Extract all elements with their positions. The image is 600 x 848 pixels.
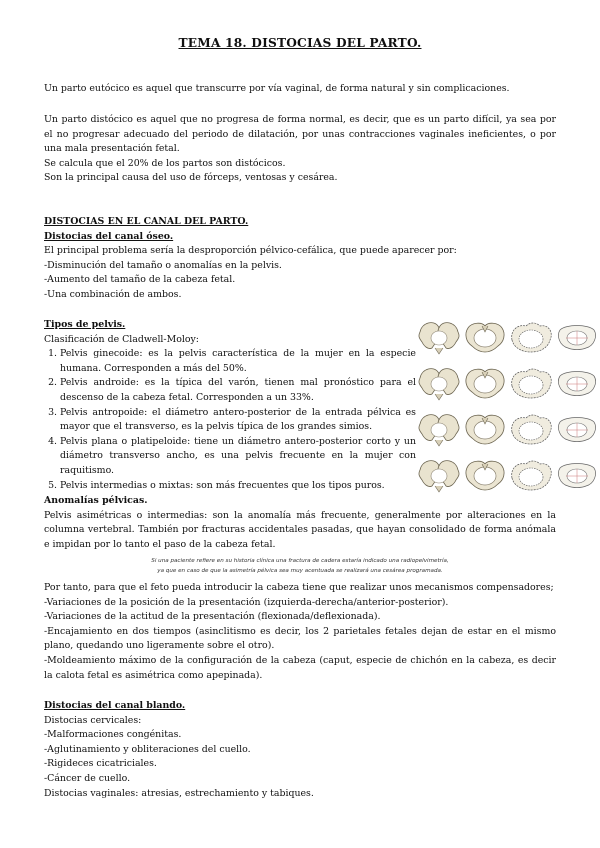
mecanismos-intro: Por tanto, para que el feto pueda introducir la cabeza tiene que realizar unos mecanismos compensadores; [44,582,554,593]
clinical-note-line: ya que en caso de que la asimetría pélvica sea muy acentuada se realizará una cesárea programada. [157,568,443,574]
canal-blando-line: Distocias vaginales: atresias, estrechamiento y tabiques. [44,787,314,799]
canal-blando-heading: Distocias del canal blando. [44,700,186,711]
intro-distocico-text: Un parto distócico es aquel que no progresa de forma normal, es decir, que es un parto difícil, ya sea por el no progresar adecuado del periodo de dilatación, por unas contracciones vaginales ineficientes, o por una mala presentación fetal. [44,114,556,155]
tipos-item: 4. Pelvis plana o platipeloide: tiene un diámetro antero-posterior corto y un diámetro transverso ancho, es una pelvis frecuente en la mujer con raquitismo. [60,435,416,479]
tipos-item: 2. Pelvis androide: es la típica del varón, tienen mal pronóstico para el descenso de la cabeza fetal. Corresponden a un 33%. [60,376,416,405]
section-canal-parto [44,215,556,303]
canal-parto-line: El principal problema sería la desproporción pélvico-cefálica, que puede aparecer por: [44,245,457,257]
pelvis-row-ginecoide [419,323,596,354]
pelvis-row-platipeloide [419,461,596,492]
pelvis-illustration-svg [416,318,600,502]
tipos-item: 1. Pelvis ginecoide: es la pelvis característica de la mujer en la especie humana. Corresponden a más del 50%. [60,347,416,376]
tipos-item: 5. Pelvis intermedias o mixtas: son más frecuentes que los tipos puros. [60,479,416,494]
subheading-canal-oseo: Distocias del canal óseo. [44,230,174,242]
tipos-list [44,347,416,493]
clinical-note-line: Si una paciente refiere en su historia clínica una fractura de cadera estaría indicado una radiopelvimetría, [151,558,449,564]
canal-parto-line: -Disminución del tamaño o anomalías en la pelvis. [44,259,282,271]
anomalias-heading: Anomalías pélvicas. [44,495,148,506]
tipos-item: 3. Pelvis antropoide: el diámetro antero-posterior de la entrada pélvica es mayor que el transverso, es la pelvis típica de los grandes simios. [60,406,416,435]
section-mecanismos [44,581,556,683]
canal-parto-line: -Aumento del tamaño de la cabeza fetal. [44,274,236,286]
clinical-note [90,556,510,576]
intro-eutocico [44,82,556,97]
canal-parto-line: -Una combinación de ambos. [44,288,182,300]
intro-eutocico-text: Un parto eutócico es aquel que transcurre por vía vaginal, de forma natural y sin complicaciones. [44,83,510,94]
mecanismo-item: -Variaciones de la posición de la presentación (izquierda-derecha/anterior-posterior). [44,596,449,608]
mecanismo-item: -Moldeamiento máximo de la configuración de la cabeza (caput, especie de chichón en la cabeza, es decir la calota fetal es asimétrica como apepinada). [44,654,556,681]
tipos-heading: Tipos de pelvis. [44,319,126,330]
canal-blando-line: -Cáncer de cuello. [44,772,131,784]
canal-blando-line: -Aglutinamiento y obliteraciones del cuello. [44,743,251,755]
tipos-clasificacion: Clasificación de Cladwell-Moloy: [44,333,199,345]
section-heading-canal-parto: DISTOCIAS EN EL CANAL DEL PARTO. [44,216,249,227]
mecanismo-item: -Variaciones de la actitud de la presentación (flexionada/deflexionada). [44,611,381,623]
section-canal-blando [44,699,556,801]
canal-blando-line: -Rigideces cicatriciales. [44,758,157,770]
canal-blando-line: Distocias cervicales: [44,714,142,726]
intro-porcentaje: Se calcula que el 20% de los partos son distócicos. [44,157,286,169]
canal-blando-line: -Malformaciones congénitas. [44,729,182,741]
anomalias-text: Pelvis asimétricas o intermedias: son la anomalía más frecuente, generalmente por alteraciones en la columna vertebral. También por fracturas accidentales pasadas, que hayan consolidado de forma anómala e impidan por lo tanto el paso de la cabeza fetal. [44,509,556,550]
intro-causa: Son la principal causa del uso de fórceps, ventosas y cesárea. [44,172,338,184]
pelvis-row-androide [419,369,596,400]
section-tipos-pelvis [44,318,416,493]
intro-distocico [44,113,556,186]
mecanismo-item: -Encajamiento en dos tiempos (asinclitismo es decir, los 2 parietales fetales dejan de estar en el mismo plano, quedando uno ligeramente sobre el otro). [44,625,556,652]
pelvis-types-illustration [416,318,600,502]
page-title: TEMA 18. DISTOCIAS DEL PARTO. [178,36,422,50]
pelvis-row-antropoide [419,415,596,446]
section-anomalias [44,494,556,552]
